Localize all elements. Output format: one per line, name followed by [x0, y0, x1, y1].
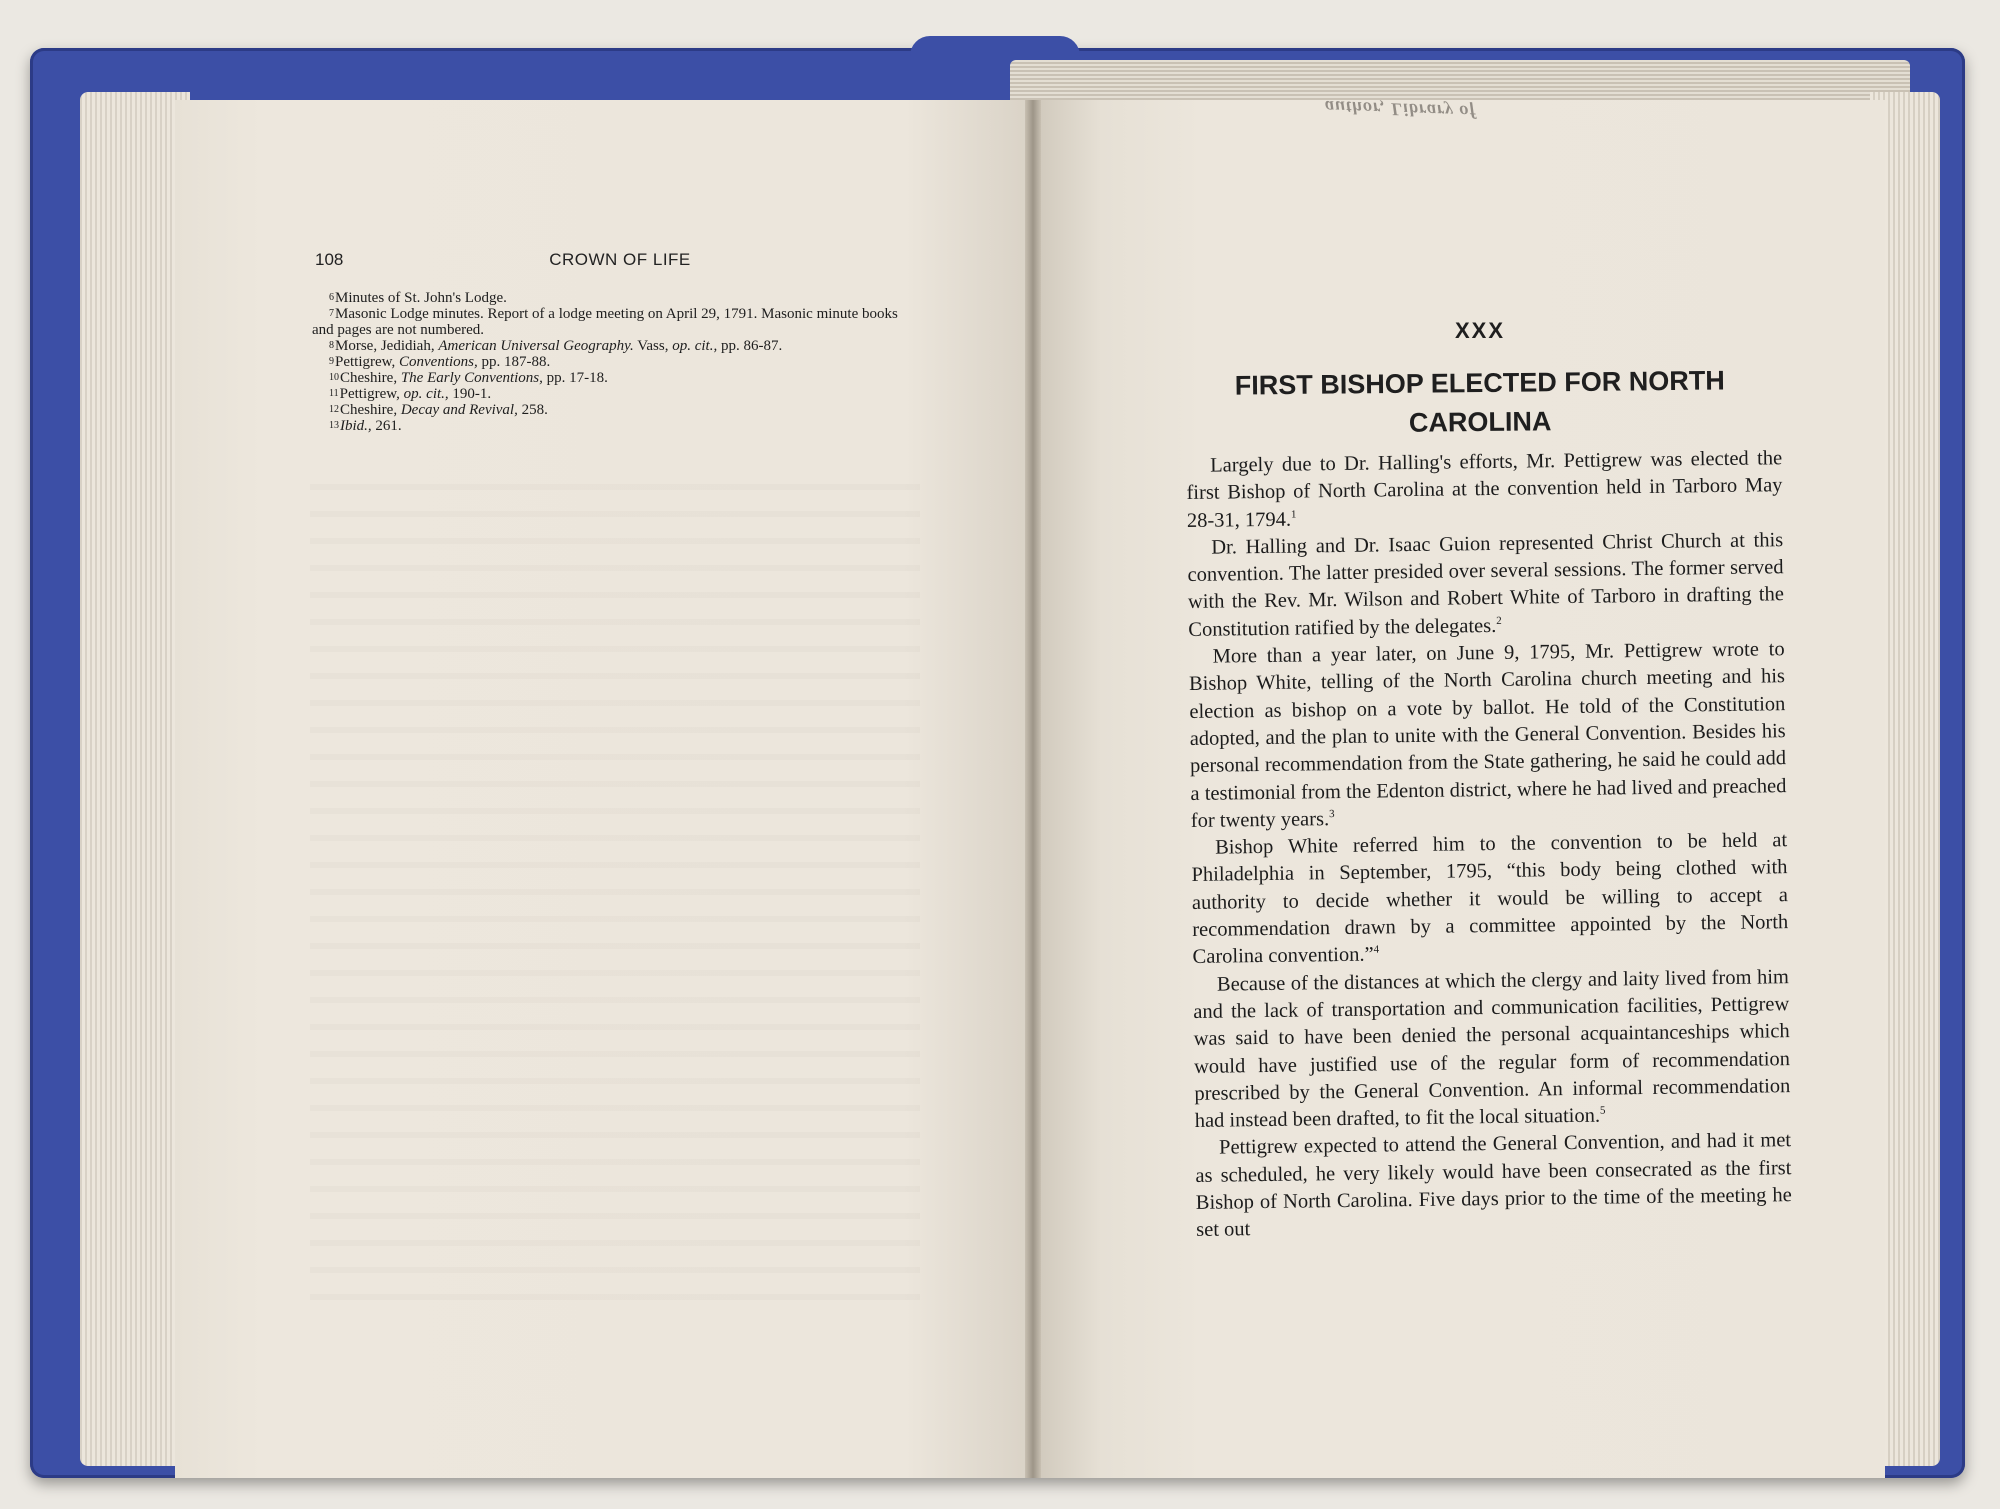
- body-paragraph: [1187, 527, 1784, 644]
- footnote-text: Pettigrew,: [339, 386, 404, 402]
- footnote: [312, 370, 917, 386]
- footnote-text: op. cit.,: [403, 386, 449, 402]
- paragraph-text: Because of the distances at which the clergy and laity lived from him and the lack of transportation and communication facilities, Pettigrew was said to have been denied the personal acquaintanceships which would have justified use of the regular form of recommendation prescribed by the General Convention. An informal recommendation had instead been drafted, to fit the local situation.: [1193, 965, 1791, 1133]
- footnote: [312, 418, 917, 434]
- footnote-text: Ibid.,: [340, 418, 372, 434]
- book-gutter: [1025, 100, 1041, 1478]
- footnote: [312, 290, 917, 306]
- footnote: [312, 402, 917, 418]
- footnote-text: op. cit.,: [672, 338, 718, 354]
- body-paragraph: [1186, 445, 1783, 535]
- footnote: [312, 354, 917, 370]
- footnote-text: pp. 86-87.: [717, 338, 783, 354]
- footnote-reference: 2: [1496, 614, 1502, 627]
- footnote-text: Minutes of St. John's Lodge.: [335, 290, 507, 306]
- bleed-through-text: author, Library of: [1324, 96, 1477, 123]
- footnote-text: The Early Conventions,: [400, 370, 543, 386]
- footnote-reference: 3: [1328, 807, 1335, 821]
- page-edges-left: [80, 92, 190, 1466]
- body-paragraph: [1195, 1128, 1792, 1245]
- footnote-text: pp. 187-88.: [477, 354, 551, 370]
- footnote-reference: 1: [1290, 508, 1297, 521]
- show-through-shadow: [310, 480, 920, 1300]
- chapter-body: [1186, 445, 1792, 1244]
- running-head: [315, 250, 925, 274]
- paragraph-text: Bishop White referred him to the convention to be held at Philadelphia in September, 1795, “this body being clothed with authority to decide whether it would be willing to accept a recommendation drawn by a committee appointed by the North Carolina convention.”: [1191, 829, 1789, 969]
- running-title: CROWN OF LIFE: [549, 250, 691, 269]
- footnote: [312, 306, 917, 338]
- body-paragraph: [1191, 827, 1789, 971]
- footnote-text: Vass,: [633, 338, 673, 354]
- footnote-number: 12: [329, 404, 339, 415]
- footnote-number: 10: [329, 372, 339, 383]
- chapter-title: FIRST BISHOP ELECTED FOR NORTH CAROLINA: [1234, 365, 1725, 438]
- chapter-number: XXX: [1454, 318, 1506, 343]
- paragraph-text: More than a year later, on June 9, 1795, Mr. Pettigrew wrote to Bishop White, telling of the North Carolina church meeting and his election as bishop on a vote by ballot. He told of the Constitution adopted, and the plan to unite with the General Convention. Besides his personal recommendation from the State gathering, he said he could add a testimonial from the Edenton district, where he had lived and preached for twenty years.: [1188, 638, 1787, 832]
- footnote-text: Pettigrew,: [335, 354, 400, 370]
- footnote-number: 13: [329, 420, 339, 431]
- footnote-number: 9: [329, 356, 334, 367]
- body-paragraph: [1193, 964, 1791, 1136]
- footnote-text: Masonic Lodge minutes. Report of a lodge meeting on April 29, 1791. Masonic minute books and pages are not numbered.: [312, 306, 898, 338]
- footnote-reference: 5: [1599, 1104, 1606, 1117]
- footnote-text: American Universal Geography.: [438, 338, 634, 354]
- page-number: 108: [315, 250, 344, 269]
- footnote-text: Decay and Revival,: [400, 402, 518, 418]
- footnote: [312, 338, 917, 354]
- footnote-text: 258.: [517, 402, 548, 418]
- footnote-text: 261.: [371, 418, 402, 434]
- footnote-reference: 4: [1373, 943, 1380, 956]
- footnote-number: 11: [329, 388, 339, 399]
- footnote-text: 190-1.: [448, 386, 492, 402]
- footnote-text: Conventions,: [399, 354, 478, 370]
- body-paragraph: [1189, 636, 1787, 835]
- paragraph-text: Pettigrew expected to attend the General Convention, and had it met as scheduled, he very likely would have been consecrated as the first Bishop of North Carolina. Five days prior to the time of the meeting he set out: [1195, 1129, 1792, 1242]
- footnote-text: Morse, Jedidiah,: [335, 338, 439, 354]
- footnote-number: 6: [329, 292, 334, 303]
- footnote-text: Cheshire,: [340, 370, 401, 386]
- footnote-text: pp. 17-18.: [542, 370, 608, 386]
- footnote-number: 8: [329, 340, 334, 351]
- paragraph-text: Largely due to Dr. Halling's efforts, Mr. Pettigrew was elected the first Bishop of North Carolina at the convention held in Tarboro May 28-31, 1794.: [1186, 447, 1783, 532]
- footnote-text: Cheshire,: [340, 402, 401, 418]
- footnote-number: 7: [329, 308, 334, 319]
- footnotes-list: [312, 290, 917, 434]
- footnote: [312, 386, 917, 402]
- paragraph-text: Dr. Halling and Dr. Isaac Guion represented Christ Church at this convention. The latter presided over several sessions. The former served with the Rev. Mr. Wilson and Robert White of Tarboro in drafting the Constitution ratified by the delegates.: [1187, 529, 1785, 641]
